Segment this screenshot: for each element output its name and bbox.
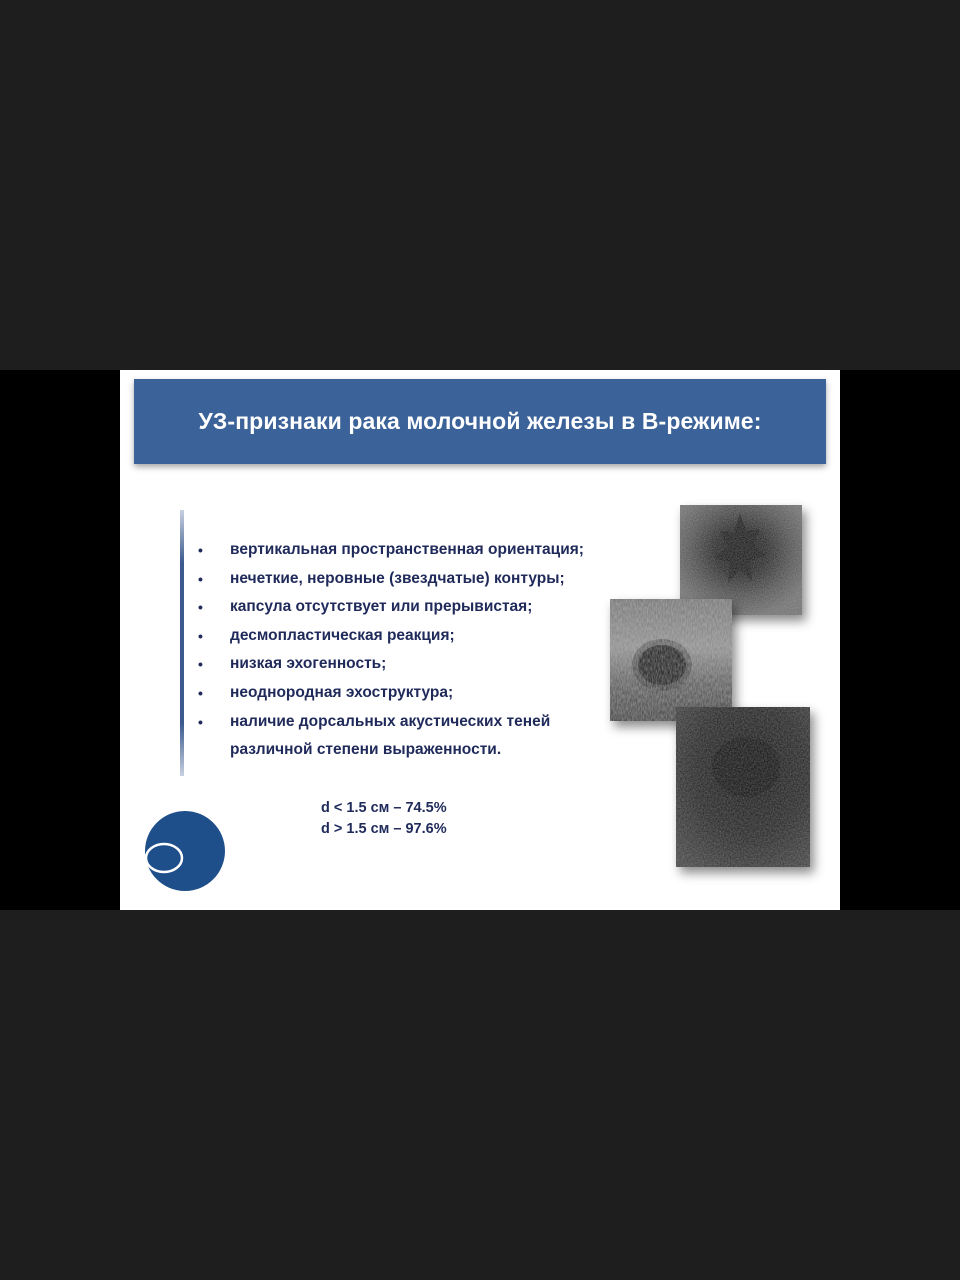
list-item-text: вертикальная пространственная ориентация; bbox=[230, 541, 584, 558]
bullet-icon: • bbox=[198, 656, 203, 673]
bullet-icon: • bbox=[198, 627, 203, 644]
list-item-text: нечеткие, неровные (звездчатые) контуры; bbox=[230, 569, 565, 587]
list-item bbox=[198, 565, 658, 594]
bullet-icon: • bbox=[198, 599, 203, 616]
bullet-icon: • bbox=[198, 570, 203, 587]
presentation-slide bbox=[120, 370, 840, 910]
slide-title: УЗ-признаки рака молочной железы в В-режиме: bbox=[198, 408, 762, 434]
ultrasound-image-3 bbox=[676, 707, 810, 867]
ultrasound-image-2 bbox=[610, 599, 732, 721]
list-item-text: различной степени выраженности. bbox=[230, 741, 502, 759]
list-item-text: наличие дорсальных акустических теней bbox=[230, 712, 551, 730]
list-item-text: неоднородная эхоструктура; bbox=[230, 683, 454, 701]
list-item bbox=[198, 650, 658, 679]
list-item bbox=[198, 593, 658, 622]
list-item-continuation bbox=[198, 736, 658, 765]
list-item bbox=[198, 708, 658, 737]
title-bar bbox=[134, 379, 826, 464]
stat-large: d > 1.5 см – 97.6% bbox=[321, 821, 447, 837]
list-item-text: капсула отсутствует или прерывистая; bbox=[230, 598, 533, 616]
bullet-icon: • bbox=[198, 684, 203, 701]
list-item-text: низкая эхогенность; bbox=[230, 655, 387, 673]
list-item bbox=[198, 536, 658, 565]
circle-logo-icon bbox=[144, 810, 226, 892]
stat-small: d < 1.5 см – 74.5% bbox=[321, 800, 447, 816]
bullet-icon: • bbox=[198, 542, 203, 558]
size-statistics bbox=[321, 798, 447, 840]
bullet-list bbox=[198, 536, 658, 765]
list-item bbox=[198, 622, 658, 651]
bullet-icon: • bbox=[198, 713, 203, 730]
vertical-divider bbox=[180, 510, 184, 776]
list-item-text: десмопластическая реакция; bbox=[230, 626, 455, 644]
list-item bbox=[198, 679, 658, 708]
